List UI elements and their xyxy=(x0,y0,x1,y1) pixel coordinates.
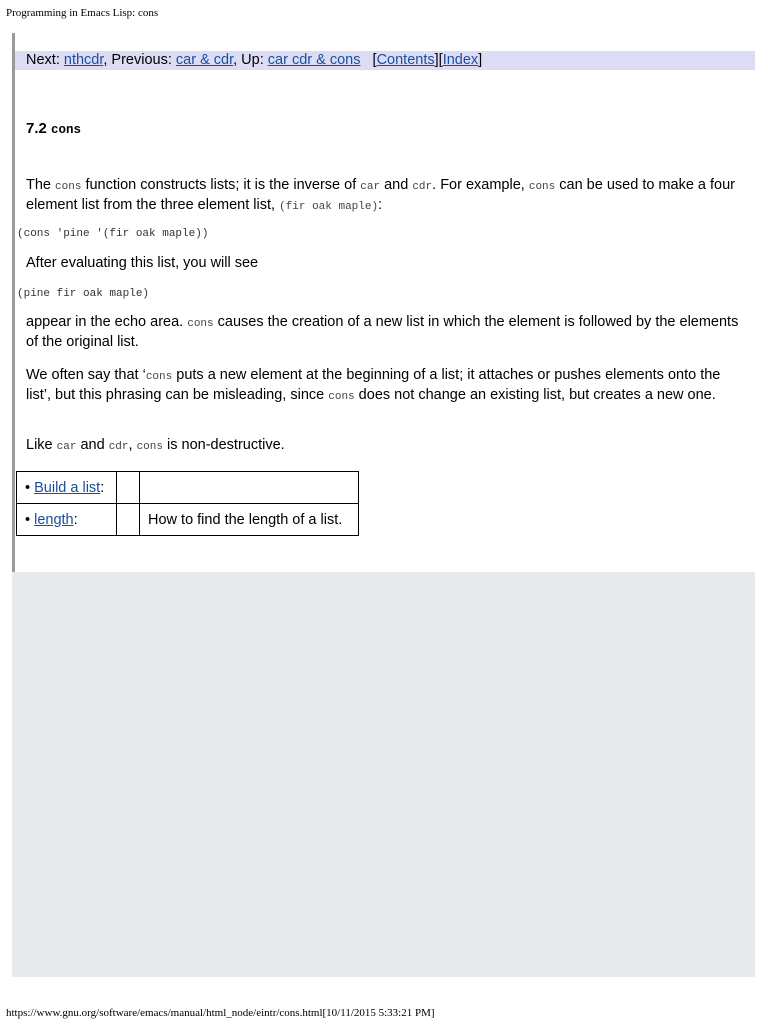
code-list: (fir oak maple) xyxy=(279,201,379,213)
text: We often say that ‘ xyxy=(26,367,146,383)
menu-colon: : xyxy=(100,479,105,496)
next-label: Next: xyxy=(26,52,64,68)
code-example-cons: (cons 'pine '(fir oak maple)) xyxy=(17,228,209,240)
code-cdr: cdr xyxy=(108,441,129,453)
text: function constructs lists; it is the inverse of xyxy=(81,177,361,193)
print-header: Programming in Emacs Lisp: cons xyxy=(6,7,159,19)
text: can be used to make a four element list from the three element list, xyxy=(26,177,735,213)
menu-colon: : xyxy=(73,511,78,528)
bracket-open: [ xyxy=(372,52,377,68)
code-car: car xyxy=(56,441,77,453)
text: is non-destructive. xyxy=(162,437,285,453)
text: Like xyxy=(26,437,57,453)
code-cons: cons xyxy=(55,181,82,193)
code-cons: cons xyxy=(145,371,173,383)
code-cdr: cdr xyxy=(412,181,433,193)
print-footer: https://www.gnu.org/software/emacs/manual/html_node/eintr/cons.html[10/11/2015 5:33:21 PM] xyxy=(6,1007,435,1019)
text: does not change an existing list, but creates a new one. xyxy=(354,387,716,403)
previous-label: , Previous: xyxy=(103,52,176,68)
text: , xyxy=(128,437,137,453)
menu-description: How to find the length of a list. xyxy=(140,504,359,536)
paragraph-non-destructive xyxy=(26,436,742,456)
text: appear in the echo area. xyxy=(26,314,188,330)
section-number: 7.2 xyxy=(26,120,47,137)
menu-spacer xyxy=(117,504,140,536)
menu-table xyxy=(16,471,359,536)
menu-entry xyxy=(17,504,117,536)
code-cons: cons xyxy=(328,391,355,403)
paragraph-echo-area xyxy=(26,313,742,351)
section-title: cons xyxy=(51,123,82,137)
index-link[interactable]: Index xyxy=(442,52,479,68)
contents-link[interactable]: Contents xyxy=(376,52,435,68)
page-content xyxy=(12,33,755,572)
paragraph-evaluating: After evaluating this list, you will see xyxy=(26,255,259,271)
code-car: car xyxy=(360,181,381,193)
menu-link-build-a-list[interactable]: Build a list xyxy=(34,479,101,496)
menu-spacer xyxy=(117,472,140,504)
paragraph-intro xyxy=(26,176,742,216)
up-label: , Up: xyxy=(233,52,268,68)
section-heading xyxy=(26,120,81,137)
up-link[interactable]: car cdr & cons xyxy=(267,52,361,68)
text: : xyxy=(378,197,383,213)
text: causes the creation of a new list in which the element is followed by the elements of the original list. xyxy=(26,314,739,350)
navigation-bar xyxy=(15,51,755,70)
code-cons: cons xyxy=(136,441,163,453)
text: and xyxy=(76,437,109,453)
menu-row xyxy=(17,504,359,536)
text: . For example, xyxy=(432,177,529,193)
code-example-result: (pine fir oak maple) xyxy=(17,288,150,300)
paragraph-phrasing xyxy=(26,366,742,406)
text: The xyxy=(26,177,56,193)
next-link[interactable]: nthcdr xyxy=(63,52,104,68)
text: puts a new element at the beginning of a list; it attaches or pushes elements onto the list’, but this phrasing can be misleading, since xyxy=(26,367,721,403)
code-cons: cons xyxy=(528,181,556,193)
bracket-close: ] xyxy=(478,52,483,68)
menu-row xyxy=(17,472,359,504)
text: and xyxy=(380,177,413,193)
bullet: • xyxy=(25,511,35,528)
previous-link[interactable]: car & cdr xyxy=(175,52,234,68)
code-cons: cons xyxy=(187,318,214,330)
menu-entry xyxy=(17,472,117,504)
menu-link-length[interactable]: length xyxy=(34,511,74,528)
menu-description xyxy=(140,472,359,504)
bullet: • xyxy=(25,479,35,496)
bracket-mid: ][ xyxy=(434,52,443,68)
